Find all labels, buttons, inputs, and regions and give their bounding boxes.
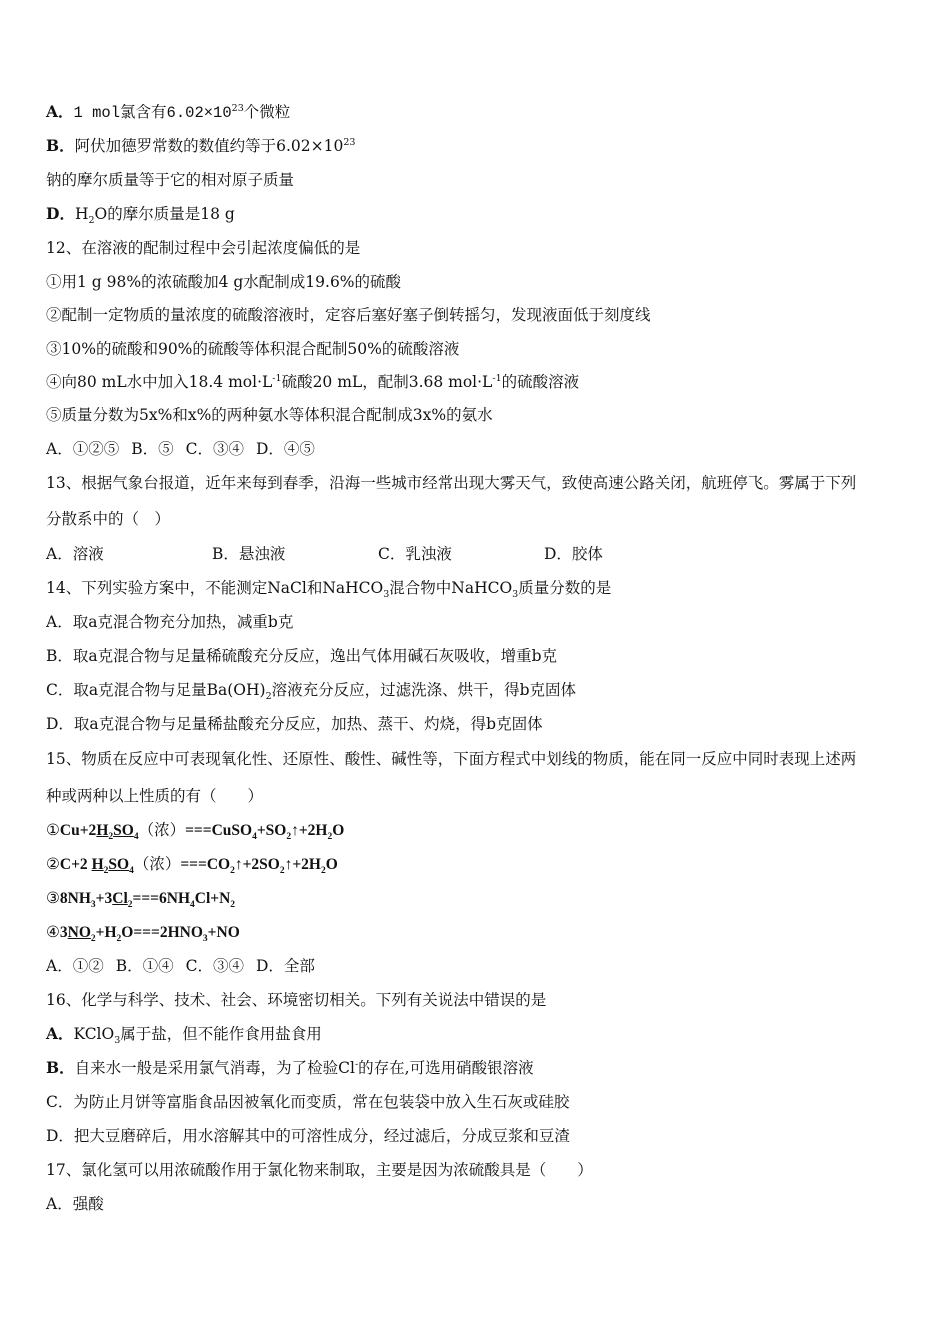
q14-stem: 14、下列实验方案中，不能测定NaCl和NaHCO$_3$混合物中NaHCO$_3$质量分数的是 — [46, 579, 612, 601]
q13-stem-line-2: 分散系中的（ ） — [46, 510, 171, 528]
q15-reaction-2: ②C+2 $H_2SO_4$（浓）$===CO_2↑+2SO_2↑+2H_2O$ — [46, 855, 338, 877]
option-letter: A． — [46, 102, 74, 121]
q12-item-5: ⑤质量分数为5x%和x%的两种氨水等体积混合配制成3x%的氨水 — [46, 406, 493, 424]
q13-stem-line-1: 13、根据气象台报道，近年来每到春季，沿海一些城市经常出现大雾天气，致使高速公路关闭，航班停飞。雾属于下列 — [46, 474, 857, 492]
q15-stem-line-2: 种或两种以上性质的有（ ） — [46, 787, 264, 805]
q12-item-1: ①用1 g 98%的浓硫酸加4 g水配制成19.6%的硫酸 — [46, 273, 402, 291]
q16-stem: 16、化学与科学、技术、社会、环境密切相关。下列有关说法中错误的是 — [46, 991, 547, 1009]
q16-option-a: A．KClO$_3$属于盐，但不能作食用盐食用 — [46, 1024, 322, 1047]
q12-item-3: ③10%的硫酸和90%的硫酸等体积混合配制50%的硫酸溶液 — [46, 340, 460, 358]
q14-option-c: C．取a克混合物与足量$Ba(OH)_2$溶液充分反应，过滤洗涤、烘干，得b克固体 — [46, 681, 577, 703]
q14-option-d: D．取a克混合物与足量稀盐酸充分反应，加热、蒸干、灼烧，得b克固体 — [46, 715, 543, 733]
q13-options — [46, 544, 916, 564]
option-letter: B． — [46, 136, 75, 155]
q12-stem: 12、在溶液的配制过程中会引起浓度偏低的是 — [46, 239, 361, 257]
option-c: C．③④ — [185, 440, 244, 458]
option-d: D．胶体 — [544, 545, 603, 563]
option-letter: A． — [46, 1024, 74, 1043]
option-c: C．③④ — [185, 957, 244, 975]
option-a: A．①②⑤ — [46, 440, 120, 458]
option-d: D．④⑤ — [255, 440, 315, 458]
option-b: B．悬浊液 — [212, 545, 286, 563]
q12-item-4: ④向80 mL水中加入18.4 $mol\cdot L^{-1}$硫酸20 mL，配制3.68 $mol\cdot L^{-1}$的硫酸溶液 — [46, 372, 580, 391]
option-b: B．⑤ — [131, 440, 174, 458]
option-a: A．①② — [46, 957, 104, 975]
q11-option-d: D．$H_2O$的摩尔质量是18 g — [46, 204, 235, 227]
option-b: B．①④ — [115, 957, 174, 975]
q12-options — [46, 439, 916, 459]
underlined-substance: $NO_2$ — [67, 924, 96, 945]
q11-option-a: A．1 mol氯含有$6.02\times 10^{23}$个微粒 — [46, 102, 291, 122]
option-letter: B． — [46, 1058, 75, 1077]
underlined-substance: $Cl_2$ — [112, 890, 133, 911]
q15-reaction-1: $①Cu+2H_2SO_4$（浓）$===CuSO_4+SO_2↑+2H_2O$ — [46, 821, 345, 843]
q14-option-a: A．取a克混合物充分加热，减重b克 — [46, 613, 294, 631]
option-a: A．溶液 — [46, 545, 104, 563]
q17-stem: 17、氯化氢可以用浓硫酸作用于氯化物来制取，主要是因为浓硫酸具是（ ） — [46, 1161, 593, 1179]
option-d: D．全部 — [255, 957, 315, 975]
q11-option-b: B．阿伏加德罗常数的数值约等于$6.02\times 10^{23}$ — [46, 136, 356, 155]
q15-reaction-4: $④3NO_2+H_2O===2HNO_3+NO$ — [46, 923, 240, 945]
q16-option-c: C．为防止月饼等富脂食品因被氧化而变质，常在包装袋中放入生石灰或硅胶 — [46, 1093, 570, 1111]
q15-reaction-3: $③8NH_3+3Cl_2===6NH_4Cl+N_2$ — [46, 889, 236, 911]
q14-option-b: B．取a克混合物与足量稀硫酸充分反应，逸出气体用碱石灰吸收，增重b克 — [46, 647, 558, 665]
q16-option-d: D．把大豆磨碎后，用水溶解其中的可溶性成分，经过滤后，分成豆浆和豆渣 — [46, 1127, 570, 1145]
option-c: C．乳浊液 — [378, 545, 452, 563]
q15-options — [46, 956, 916, 976]
option-letter: D． — [46, 204, 75, 223]
q15-stem-line-1: 15、物质在反应中可表现氧化性、还原性、酸性、碱性等，下面方程式中划线的物质，能在同一反应中同时表现上述两 — [46, 750, 857, 768]
underlined-substance: $H_2SO_4$ — [96, 822, 139, 843]
q17-option-a: A．强酸 — [46, 1195, 104, 1213]
underlined-substance: $H_2SO_4$ — [91, 856, 134, 877]
q11-option-c: 钠的摩尔质量等于它的相对原子质量 — [46, 171, 295, 189]
q12-item-2: ②配制一定物质的量浓度的硫酸溶液时，定容后塞好塞子倒转摇匀，发现液面低于刻度线 — [46, 306, 651, 324]
q16-option-b: B．自来水一般是采用氯气消毒，为了检验Cl-的存在,可选用硝酸银溶液 — [46, 1058, 534, 1077]
